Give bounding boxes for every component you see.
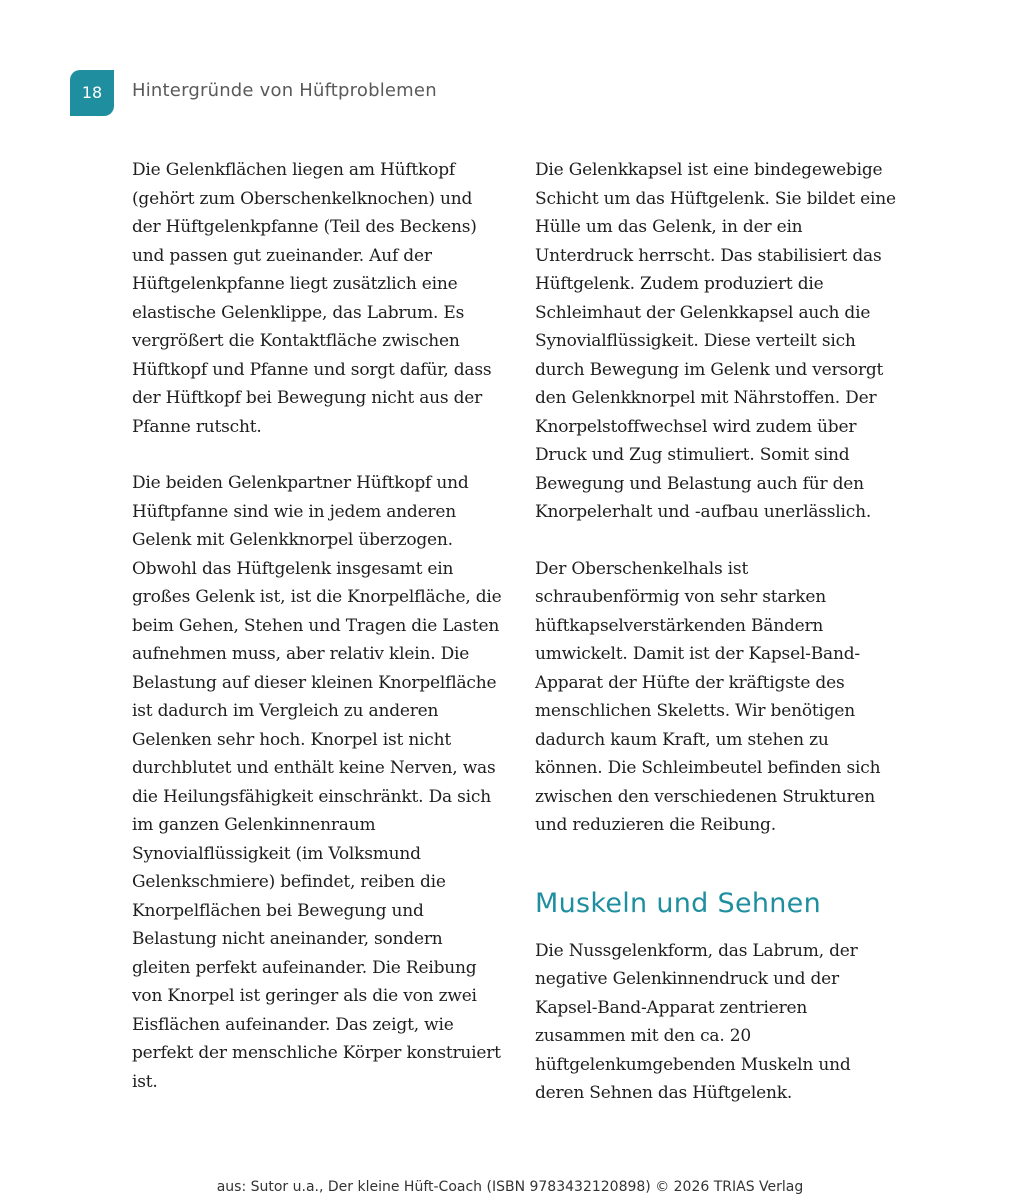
running-title: Hintergründe von Hüftproblemen [132,80,437,101]
body-paragraph: Die beiden Gelenkpartner Hüftkopf und Hüftpfanne sind wie in jedem anderen Gelenk mit Gelenkknorpel überzogen. Obwohl das Hüftgelenk insgesamt ein großes Gelenk ist, ist die Knorpelfläche, die beim Gehen, Stehen und Tragen die Lasten aufnehmen muss, aber relativ klein. Die Belastung auf dieser kleinen Knorpelfläche ist dadurch im Vergleich zu anderen Gelenken sehr hoch. Knorpel ist nicht durchblutet und enthält keine Nerven, was die Heilungsfähigkeit einschränkt. Da sich im ganzen Gelenkinnenraum Synovialflüssigkeit (im Volksmund Gelenkschmiere) befindet, reiben die Knorpelflächen bei Bewegung und Belastung nicht aneinander, sondern gleiten perfekt aufeinander. Die Reibung von Knorpel ist geringer als die von zwei Eisflächen aufeinander. Das zeigt, wie perfekt der menschliche Körper konstruiert ist. [132,473,502,1092]
body-paragraph: Die Gelenkflächen liegen am Hüftkopf (gehört zum Oberschenkelknochen) und der Hüftgelenkpfanne (Teil des Beckens) und passen gut zueinander. Auf der Hüftgelenkpfanne liegt zusätzlich eine elastische Gelenklippe, das Labrum. Es vergrößert die Kontaktfläche zwischen Hüftkopf und Pfanne und sorgt dafür, dass der Hüftkopf bei Bewegung nicht aus der Pfanne rutscht. [132,160,492,437]
body-paragraph: Der Oberschenkelhals ist schraubenförmig von sehr starken hüftkapselverstärkenden Bändern umwickelt. Damit ist der Kapsel-Band-Apparat der Hüfte der kräftigste des menschlichen Skeletts. Wir benötigen dadurch kaum Kraft, um stehen zu können. Die Schleimbeutel befinden sich zwischen den verschiedenen Strukturen und reduzieren die Reibung. [535,558,881,835]
left-column [132,156,504,1096]
page-number-badge: 18 [70,70,114,116]
section-heading: Muskeln und Sehnen [535,887,821,919]
body-paragraph: Die Gelenkkapsel ist eine bindegewebige Schicht um das Hüftgelenk. Sie bildet eine Hülle um das Gelenk, in der ein Unterdruck herrscht. Das stabilisiert das Hüftgelenk. Zudem produziert die Schleimhaut der Gelenkkapsel auch die Synovialflüssigkeit. Diese verteilt sich durch Bewegung im Gelenk und versorgt den Gelenkknorpel mit Nährstoffen. Der Knorpelstoffwechsel wird zudem über Druck und Zug stimuliert. Somit sind Bewegung und Belastung auch für den Knorpelerhalt und -aufbau unerlässlich. [535,160,896,522]
right-column [535,156,897,1108]
footer-citation: aus: Sutor u.a., Der kleine Hüft-Coach (ISBN 9783432120898) © 2026 TRIAS Verlag [216,1179,804,1195]
section-paragraph: Die Nussgelenkform, das Labrum, der negative Gelenkinnendruck und der Kapsel-Band-Apparat zentrieren zusammen mit den ca. 20 hüftgelenkumgebenden Muskeln und deren Sehnen das Hüftgelenk. [535,940,858,1103]
